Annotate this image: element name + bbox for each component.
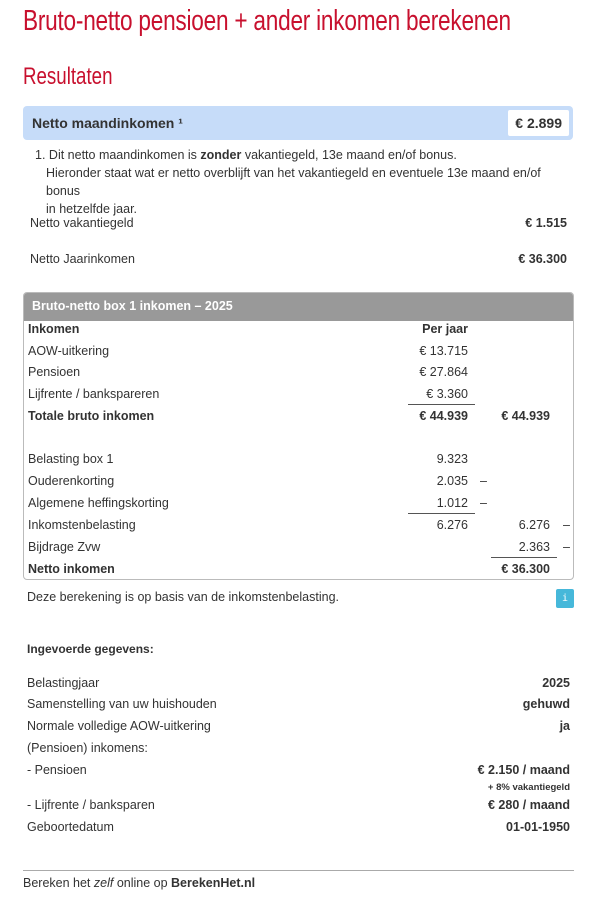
- sum-line: [491, 557, 557, 558]
- footer-text: Bereken het: [23, 876, 94, 890]
- footer-site-link[interactable]: BerekenHet.nl: [171, 876, 256, 890]
- summary-jaarinkomen: [30, 252, 567, 266]
- value: € 280 / maand: [488, 798, 570, 812]
- row-year: € 3.360: [426, 387, 468, 401]
- row-total: 6.276: [518, 518, 550, 532]
- minus-sign: –: [480, 474, 487, 488]
- row-year: 1.012: [436, 496, 468, 510]
- table-row: [28, 362, 568, 384]
- label: Netto vakantiegeld: [30, 216, 134, 230]
- table-row: [28, 341, 568, 363]
- col-year: Per jaar: [422, 322, 468, 336]
- footnote-bold: zonder: [200, 148, 242, 162]
- row-label: Ouderenkorting: [28, 474, 115, 488]
- table-head-row: [28, 319, 568, 341]
- label: Geboortedatum: [27, 820, 114, 834]
- footnote-line: Hieronder staat wat er netto overblijft van het vakantiegeld en eventuele 13e maand en/of bonus: [46, 166, 541, 198]
- row-label: Inkomstenbelasting: [28, 518, 136, 532]
- label: Normale volledige AOW-uitkering: [27, 719, 211, 733]
- footnote-line: in hetzelfde jaar.: [46, 202, 138, 216]
- pension-vakantiegeld-note: + 8% vakantiegeld: [487, 782, 570, 793]
- minus-sign: –: [563, 540, 570, 554]
- net-monthly-value: € 2.899: [508, 110, 569, 136]
- label: Netto Jaarinkomen: [30, 252, 135, 266]
- value: € 2.150 / maand: [477, 763, 570, 777]
- row-total: € 44.939: [501, 409, 550, 423]
- label: Belastingjaar: [27, 676, 100, 690]
- sum-line: [408, 404, 475, 405]
- footer: [23, 876, 255, 890]
- section-title: Resultaten: [23, 63, 113, 90]
- row-label: Bijdrage Zvw: [28, 540, 101, 554]
- input-row: [27, 798, 570, 812]
- label: (Pensioen) inkomens:: [27, 741, 148, 755]
- row-label: Totale bruto inkomen: [28, 409, 155, 423]
- input-row: [27, 820, 570, 834]
- row-label: AOW-uitkering: [28, 344, 110, 358]
- table-row: [28, 471, 568, 493]
- page-title: Bruto-netto pensioen + ander inkomen berekenen: [23, 5, 511, 37]
- footnote-text: Dit netto maandinkomen is: [48, 148, 201, 162]
- row-label: Belasting box 1: [28, 452, 114, 466]
- info-icon[interactable]: i: [556, 589, 574, 608]
- table-row: [28, 449, 568, 471]
- table-header: Bruto-netto box 1 inkomen – 2025: [24, 293, 573, 321]
- value: gehuwd: [522, 697, 570, 711]
- row-year: € 44.939: [419, 409, 468, 423]
- input-row: [27, 741, 570, 755]
- summary-vakantiegeld: [30, 216, 567, 230]
- bruto-netto-table: [23, 292, 574, 580]
- label: Samenstelling van uw huishouden: [27, 697, 217, 711]
- row-year: 2.035: [436, 474, 468, 488]
- input-row: [27, 676, 570, 690]
- footnote: [35, 146, 565, 218]
- net-monthly-label: Netto maandinkomen ¹: [32, 115, 183, 131]
- value: € 1.515: [525, 216, 567, 230]
- row-year: € 27.864: [419, 365, 468, 379]
- row-year: € 13.715: [419, 344, 468, 358]
- row-label: Algemene heffingskorting: [28, 496, 169, 510]
- input-row: [27, 697, 570, 711]
- divider: [23, 870, 574, 871]
- row-label: Lijfrente / bankspareren: [28, 387, 160, 401]
- row-year: 9.323: [436, 452, 468, 466]
- value: € 36.300: [518, 252, 567, 266]
- net-row: [28, 559, 568, 580]
- sum-line: [408, 513, 475, 514]
- value: 2025: [542, 676, 570, 690]
- row-total: € 36.300: [501, 562, 550, 576]
- value: ja: [559, 719, 570, 733]
- input-row: [27, 763, 570, 777]
- inputs-title: Ingevoerde gegevens:: [27, 642, 154, 656]
- table-row: [28, 515, 568, 537]
- table-row: [28, 537, 568, 559]
- table-row: [28, 493, 568, 515]
- row-label: Netto inkomen: [28, 562, 115, 576]
- footer-italic: zelf: [93, 876, 114, 890]
- label: - Lijfrente / banksparen: [27, 798, 155, 812]
- net-monthly-income-box: [23, 106, 573, 140]
- footnote-text: vakantiegeld, 13e maand en/of bonus.: [241, 148, 457, 162]
- minus-sign: –: [480, 496, 487, 510]
- footnote-number: 1.: [35, 148, 46, 162]
- value: 01-01-1950: [506, 820, 570, 834]
- total-row: [28, 406, 568, 428]
- row-total: 2.363: [518, 540, 550, 554]
- calculation-note: Deze berekening is op basis van de inkomstenbelasting.: [27, 590, 339, 604]
- label: - Pensioen: [27, 763, 87, 777]
- table-row: [28, 384, 568, 406]
- input-row: [27, 719, 570, 733]
- row-label: Pensioen: [28, 365, 81, 379]
- minus-sign: –: [563, 518, 570, 532]
- col-label: Inkomen: [28, 322, 80, 336]
- footer-text: online op: [113, 876, 172, 890]
- row-year: 6.276: [436, 518, 468, 532]
